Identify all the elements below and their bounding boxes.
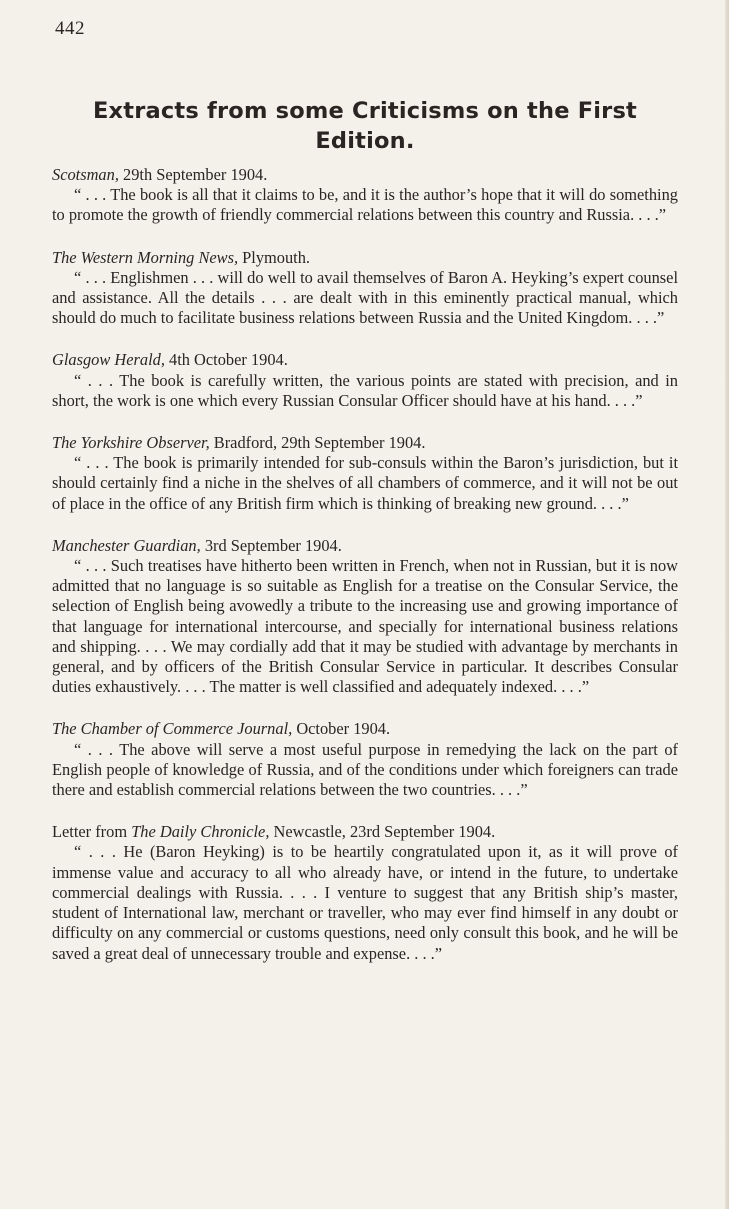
entry-source (52, 165, 678, 185)
entry-source (52, 433, 678, 453)
source-details: Newcastle, 23rd September 1904. (269, 822, 496, 842)
publication-name: The Western Morning News, (52, 247, 239, 267)
entry-source (52, 350, 678, 370)
source-details: Plymouth. (238, 247, 311, 267)
criticism-entry (52, 433, 678, 514)
entry-source (52, 719, 678, 739)
publication-name: The Chamber of Commerce Journal, (52, 719, 293, 739)
page-edge (725, 0, 729, 1209)
criticisms-list (52, 165, 678, 986)
entry-source (52, 536, 678, 556)
entry-quote: “ . . . The book is carefully written, the various points are stated with precision, and in short, the work is one which every Russian Consular Officer should have at his hand. . . .” (52, 370, 678, 410)
entry-quote: “ . . . Such treatises have hitherto been written in French, when not in Russian, but it is now admitted that no language is so suitable as English for a treatise on the Consular Service, the selection of English being avowedly a tribute to the increasing use and growing importance of that language for international intercourse, and specially for international business relations and shipping. . . . We may cordially add that it may be studied with advantage by merchants in general, and by officers of the British Consular Service in particular. It describes Consular duties exhaustively. . . . The matter is well classified and adequately indexed. . . .” (52, 556, 678, 697)
page-title: Extracts from some Criticisms on the First Edition. (92, 98, 638, 154)
source-details: Bradford, 29th September 1904. (209, 433, 426, 453)
entry-quote: “ . . . Englishmen . . . will do well to avail themselves of Baron A. Heyking’s expert counsel and assistance. All the details . . . are dealt with in this eminently practical manual, which should do much to facilitate business relations between Russia and the United Kingdom. . . .” (52, 267, 678, 328)
entry-quote: “ . . . The book is primarily intended for sub-consuls within the Baron’s jurisdiction, but it should certainly find a niche in the shelves of all chambers of commerce, and it will not be out of place in the office of any British firm which is thinking of breaking new ground. . . .” (52, 453, 678, 513)
entry-quote: “ . . . He (Baron Heyking) is to be heartily congratulated upon it, as it will prove of immense value and accuracy to all who already have, or intend in the future, to undertake commercial dealings with Russia. . . . I venture to suggest that any British ship’s master, student of International law, merchant or traveller, who may ever find himself in any doubt or difficulty on any commercial or customs questions, need only consult this book, and he will be saved a great deal of unnecessary trouble and expense. . . .” (52, 842, 678, 963)
criticism-entry (52, 165, 678, 226)
page-number: 442 (55, 18, 85, 39)
source-prefix: Letter from (52, 822, 132, 842)
entry-source (52, 248, 678, 268)
source-details: 29th September 1904. (118, 165, 268, 184)
source-details: October 1904. (292, 719, 391, 739)
source-details: 4th October 1904. (164, 350, 288, 370)
publication-name: The Daily Chronicle, (131, 822, 270, 842)
criticism-entry (52, 248, 678, 329)
entry-source (52, 822, 678, 842)
publication-name: Glasgow Herald, (52, 350, 165, 370)
criticism-entry (52, 536, 678, 698)
source-details: 3rd September 1904. (200, 535, 342, 555)
criticism-entry (52, 719, 678, 800)
publication-name: Scotsman, (52, 165, 119, 184)
publication-name: Manchester Guardian, (52, 535, 201, 555)
entry-quote: “ . . . The above will serve a most useful purpose in remedying the lack on the part of English people of knowledge of Russia, and of the conditions under which foreigners can trade there and establish commercial relations between the two countries. . . .” (52, 739, 678, 800)
publication-name: The Yorkshire Observer, (52, 433, 210, 453)
entry-quote: “ . . . The book is all that it claims to be, and it is the author’s hope that it will do something to promote the growth of friendly commercial relations between this country and Russia. . . .” (52, 185, 678, 225)
criticism-entry (52, 350, 678, 411)
criticism-entry (52, 822, 678, 963)
